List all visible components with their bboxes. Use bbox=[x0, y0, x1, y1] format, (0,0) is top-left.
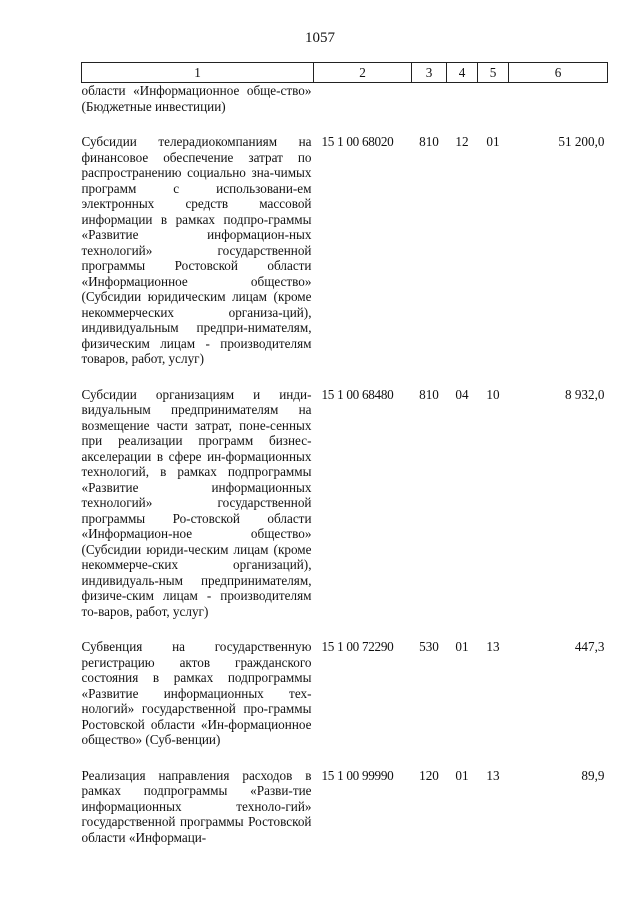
table-row bbox=[82, 83, 608, 115]
subsection-code: 01 bbox=[486, 134, 500, 149]
target-article-code: 15 1 00 68020 bbox=[321, 134, 394, 149]
subsection-code: 13 bbox=[486, 639, 500, 654]
expense-name: Субвенция на государственную регистрацию актов гражданского состояния в рамках подпрограммы «Развитие информационных тех-нологий» государственной про-граммы Ростовской области «Ин-формационное общество» (Суб-венции) bbox=[81, 639, 312, 747]
expense-type-code: 120 bbox=[419, 767, 439, 783]
target-article-code: 15 1 00 99990 bbox=[321, 767, 394, 783]
column-header: 5 bbox=[478, 63, 509, 83]
subsection-code bbox=[478, 83, 509, 115]
section-code: 01 bbox=[455, 767, 469, 783]
expense-name: области «Информационное обще-ство» (Бюджетные инвестиции) bbox=[81, 83, 312, 114]
column-header: 2 bbox=[314, 63, 412, 83]
section-code: 04 bbox=[455, 386, 469, 402]
subsection-code: 10 bbox=[486, 386, 500, 402]
section-code: 01 bbox=[455, 639, 469, 654]
expense-name: Реализация направления расходов в рамках подпрограммы «Разви-тие информационных техноло-гий» государственной программы Ростовской области «Информаци- bbox=[81, 767, 312, 845]
subsection-code: 13 bbox=[486, 767, 500, 783]
column-header: 1 bbox=[82, 63, 314, 83]
section-code bbox=[447, 83, 478, 115]
target-article-code bbox=[314, 83, 412, 115]
amount: 51 200,0 bbox=[558, 134, 605, 149]
expense-type-code: 530 bbox=[419, 639, 439, 654]
table-row bbox=[82, 619, 608, 748]
column-header: 6 bbox=[509, 63, 608, 83]
expense-type-code bbox=[412, 83, 447, 115]
column-header: 3 bbox=[412, 63, 447, 83]
section-code: 12 bbox=[455, 134, 469, 149]
expense-name: Субсидии телерадиокомпаниям на финансовое обеспечение затрат по распространению социально зна-чимых программ с использовани-ем электронных средств массовой информации в рамках подпро-граммы «Развитие информацион-ных технологий» государственной программы Ростовской области «Информационное общество» (Субсидии юридическим лицам (кроме некоммерческих организа-ций), индивидуальным предпри-нимателям, физическим лицам - производителям товаров, работ, услуг) bbox=[81, 134, 312, 366]
expense-type-code: 810 bbox=[419, 134, 439, 149]
table-row bbox=[82, 748, 608, 846]
budget-table bbox=[81, 62, 608, 845]
amount bbox=[509, 83, 608, 115]
amount: 89,9 bbox=[581, 767, 605, 783]
table-row bbox=[82, 114, 608, 367]
expense-type-code: 810 bbox=[419, 386, 439, 402]
column-header: 4 bbox=[447, 63, 478, 83]
amount: 447,3 bbox=[574, 639, 605, 654]
amount: 8 932,0 bbox=[564, 386, 605, 402]
target-article-code: 15 1 00 68480 bbox=[321, 386, 394, 402]
table-header-row bbox=[82, 63, 608, 83]
expense-name: Субсидии организациям и инди-видуальным предпринимателям на возмещение части затрат, поне-сенных при реализации программ бизнес-акселерации в сфере ин-формационных технологий, в рамках подпрограммы «Развитие информационных технологий» государственной программы Ро-стовской области «Информацион-ное общество» (Субсидии юриди-ческим лицам (кроме некоммерче-ских организаций), индивидуаль-ным предпринимателям, физиче-ским лицам - производителям то-варов, работ, услуг) bbox=[81, 386, 312, 619]
table-row bbox=[82, 367, 608, 620]
target-article-code: 15 1 00 72290 bbox=[321, 639, 394, 654]
page-number: 1057 bbox=[305, 30, 335, 46]
